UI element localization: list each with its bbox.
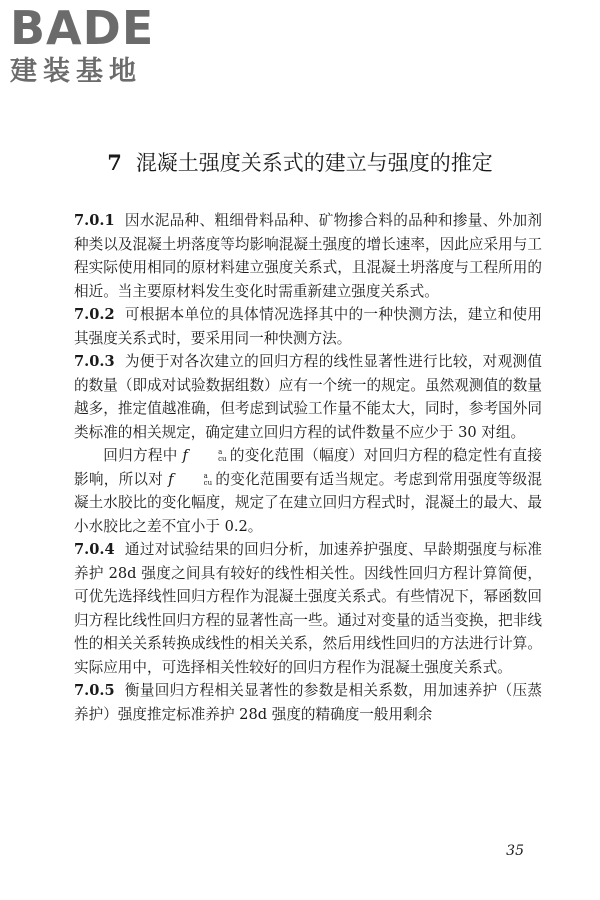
paragraph-text: 的变化范围（幅度）对回归方程的稳定性有直接影响，所以对 [74, 447, 542, 488]
clause-number: 7.0.3 [74, 353, 115, 370]
body-text [74, 209, 542, 726]
clause-7-0-2 [74, 303, 542, 350]
clause-text: 为便于对各次建立的回归方程的线性显著性进行比较，对观测值的数量（即成对试验数据组数）应有一个统一的规定。虽然观测值的数量越多，推定值越准确，但考虑到试验工作量不能太大，同时，参考国外同类标准的相关规定，确定建立回归方程的试件数量不应少于 30 对组。 [74, 353, 542, 441]
bade-logo [10, 1, 180, 88]
clause-text: 因水泥品种、粗细骨料品种、矿物掺合料的品种和掺量、外加剂种类以及混凝土坍落度等均影响混凝土强度的增长速率，因此应采用与工程实际使用相同的原材料建立强度关系式，且混凝土坍落度与工程所用的相近。当主要原材料发生变化时需重新建立强度关系式。 [74, 212, 542, 300]
clause-7-0-1 [74, 209, 542, 303]
chapter-number: 7 [107, 150, 122, 175]
subscript: cu [218, 455, 227, 463]
clause-7-0-3 [74, 350, 542, 444]
strength-symbol: f [168, 470, 174, 488]
page-number: 35 [506, 843, 524, 859]
chapter-title-text: 混凝土强度关系式的建立与强度的推定 [135, 151, 493, 175]
logo-chinese-text: 建装基地 [10, 56, 142, 87]
superscript: a [203, 471, 208, 480]
clause-text: 通过对试验结果的回归分析，加速养护强度、早龄期强度与标准养护 28d 强度之间具有较好的线性相关性。因线性回归方程计算简便，可优先选择线性回归方程作为混凝土强度关系式。有些情况下，幂函数回归方程比线性回归方程的显著性高一些。通过对变量的适当变换，把非线性的相关关系转换成线性的相关关系，然后用线性回归的方法进行计算。实际应用中，可选择相关性较好的回归方程作为混凝土强度关系式。 [74, 541, 542, 676]
clause-number: 7.0.4 [74, 541, 115, 558]
clause-text: 衡量回归方程相关显著性的参数是相关系数，用加速养护（压蒸养护）强度推定标准养护 28d 强度的精确度一般用剩余 [74, 682, 542, 723]
clause-7-0-5 [74, 679, 542, 726]
clause-7-0-3-paragraph-2 [74, 444, 542, 538]
paragraph-text: 回归方程中 [103, 447, 178, 464]
paragraph-text: 的变化范围要有适当规定。考虑到常用强度等级混凝土水胶比的变化幅度，规定了在建立回归方程式时，混凝土的最大、最小水胶比之差不宜小于 0.2。 [74, 470, 542, 535]
clause-text: 可根据本单位的具体情况选择其中的一种快测方法，建立和使用其强度关系式时，要采用同一种快测方法。 [74, 306, 542, 347]
superscript: a [218, 448, 223, 456]
logo-latin-text: BADE [10, 1, 155, 55]
strength-symbol-scripts [174, 473, 212, 487]
chapter-title [0, 148, 600, 178]
clause-number: 7.0.1 [74, 212, 115, 229]
subscript: cu [203, 478, 213, 487]
clause-7-0-4 [74, 538, 542, 679]
clause-number: 7.0.2 [74, 306, 115, 323]
strength-symbol: f [182, 447, 188, 464]
strength-symbol-scripts [189, 449, 227, 463]
clause-number: 7.0.5 [74, 682, 115, 699]
